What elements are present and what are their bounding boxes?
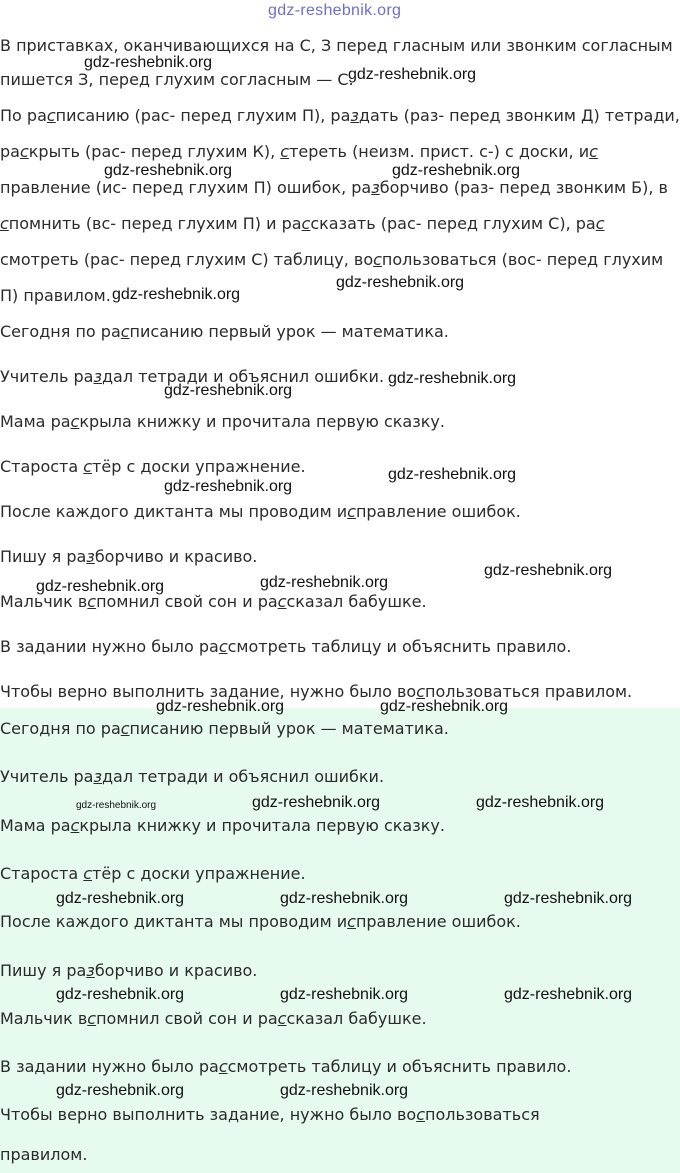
underlined-letter: с (595, 214, 605, 233)
underlined-letter: с (0, 214, 9, 233)
underlined-letter: з (93, 767, 102, 786)
answer-sentence (0, 961, 257, 981)
underlined-letter: с (70, 412, 80, 431)
text-segment: пользоваться правилом. (425, 682, 633, 701)
answer-sentence (0, 912, 521, 932)
text-segment: дал тетради и объяснил ошибки. (101, 367, 385, 386)
example-sentence (0, 322, 449, 342)
text-segment: Мама ра (0, 412, 71, 431)
text-segment: В задании нужно было ра (0, 637, 219, 656)
underlined-letter: с (70, 816, 80, 835)
answer-sentence (0, 816, 445, 836)
underlined-letter: с (416, 682, 426, 701)
text-segment: помнить (вс- перед глухим П) и ра (8, 214, 302, 233)
underlined-letter: з (93, 367, 102, 386)
watermark: gdz-reshebnik.org (36, 578, 165, 595)
text-segment: борчиво и красиво. (94, 961, 258, 980)
text-segment: правление ошибок. (355, 912, 521, 931)
watermark: gdz-reshebnik.org (56, 986, 185, 1003)
rule-line (0, 70, 354, 90)
text-segment: писанию (рас- перед глухим П), ра (55, 106, 351, 125)
underlined-letter: с (120, 719, 130, 738)
text-segment: Пишу я ра (0, 961, 87, 980)
text-segment: дал тетради и объяснил ошибки. (101, 767, 385, 786)
text-segment: смотреть таблицу и объяснить правило. (227, 1057, 572, 1076)
answer-sentence (0, 864, 306, 884)
watermark: gdz-reshebnik.org (56, 1082, 185, 1099)
rule-line (0, 142, 598, 162)
text-segment: Мама ра (0, 816, 71, 835)
rule-line (0, 178, 668, 198)
watermark: gdz-reshebnik.org (280, 890, 409, 907)
watermark: gdz-reshebnik.org (156, 698, 285, 715)
text-segment: По ра (0, 106, 47, 125)
text-segment: Пишу я ра (0, 547, 87, 566)
underlined-letter: с (277, 1009, 287, 1028)
watermark: gdz-reshebnik.org (112, 286, 241, 303)
header-watermark: gdz-reshebnik.org (268, 2, 402, 19)
rule-line (0, 286, 111, 306)
watermark: gdz-reshebnik.org (164, 382, 293, 399)
underlined-letter: з (350, 106, 359, 125)
underlined-letter: с (120, 322, 130, 341)
text-segment: Мальчик в (0, 592, 88, 611)
underlined-letter: с (87, 1009, 97, 1028)
text-segment: Сегодня по ра (0, 322, 121, 341)
underlined-letter: с (589, 142, 598, 161)
text-segment: сказать (рас- перед глухим С), ра (310, 214, 596, 233)
text-segment: помнил свой сон и ра (96, 592, 278, 611)
text-segment: Учитель ра (0, 367, 94, 386)
rule-line (0, 36, 673, 56)
watermark: gdz-reshebnik.org (484, 562, 613, 579)
watermark: gdz-reshebnik.org (76, 800, 157, 811)
text-segment: П) правилом. (0, 286, 111, 305)
watermark: gdz-reshebnik.org (504, 986, 633, 1003)
text-segment: пишется З, перед глухим согласным — С. (0, 70, 354, 89)
underlined-letter: с (280, 142, 290, 161)
text-segment: Сегодня по ра (0, 719, 121, 738)
text-segment: смотреть таблицу и объяснить правило. (227, 637, 572, 656)
answer-sentence (0, 1057, 571, 1077)
text-segment: крыла книжку и прочитала первую сказку. (79, 412, 445, 431)
watermark: gdz-reshebnik.org (388, 370, 517, 387)
text-segment: пользоваться (вос- перед глухим (381, 250, 664, 269)
underlined-letter: с (373, 250, 382, 269)
text-segment: ра (0, 142, 20, 161)
underlined-letter: с (19, 142, 29, 161)
text-segment: крыть (рас- перед глухим К), (28, 142, 281, 161)
rule-line (0, 250, 663, 270)
example-sentence (0, 502, 521, 522)
text-segment: Староста (0, 457, 84, 476)
text-segment: писанию первый урок — математика. (129, 719, 449, 738)
watermark: gdz-reshebnik.org (392, 162, 521, 179)
answer-sentence (0, 767, 384, 787)
underlined-letter: с (416, 1105, 426, 1124)
watermark: gdz-reshebnik.org (280, 1082, 409, 1099)
text-segment: правление (ис- перед глухим П) ошибок, ра (0, 178, 372, 197)
text-segment: писанию первый урок — математика. (129, 322, 449, 341)
answer-sentence (0, 1145, 87, 1165)
text-segment: После каждого диктанта мы проводим и (0, 502, 348, 521)
watermark: gdz-reshebnik.org (84, 54, 213, 71)
answer-sentence (0, 719, 449, 739)
answer-sentence (0, 1105, 540, 1125)
text-segment: тереть (неизм. прист. с-) с доски, и (289, 142, 590, 161)
text-segment: сказал бабушке. (286, 592, 427, 611)
text-segment: борчиво (раз- перед звонким Б), в (379, 178, 668, 197)
text-segment: Староста (0, 864, 84, 883)
watermark: gdz-reshebnik.org (504, 890, 633, 907)
watermark: gdz-reshebnik.org (252, 794, 381, 811)
text-segment: В задании нужно было ра (0, 1057, 219, 1076)
rule-line (0, 106, 680, 126)
underlined-letter: с (347, 502, 356, 521)
answer-sentence (0, 1009, 427, 1029)
text-segment: Чтобы верно выполнить задание, нужно было во (0, 682, 417, 701)
text-segment: борчиво и красиво. (94, 547, 258, 566)
text-segment: тёр с доски упражнение. (92, 864, 306, 883)
underlined-letter: с (347, 912, 356, 931)
text-segment: тёр с доски упражнение. (92, 457, 306, 476)
text-segment: Учитель ра (0, 767, 94, 786)
watermark: gdz-reshebnik.org (104, 162, 233, 179)
text-segment: пользоваться (425, 1105, 540, 1124)
watermark: gdz-reshebnik.org (380, 698, 509, 715)
watermark: gdz-reshebnik.org (336, 274, 465, 291)
text-segment: помнил свой сон и ра (96, 1009, 278, 1028)
underlined-letter: з (86, 547, 95, 566)
example-sentence (0, 457, 306, 477)
text-segment: Мальчик в (0, 1009, 88, 1028)
underlined-letter: с (83, 864, 93, 883)
watermark: gdz-reshebnik.org (388, 466, 517, 483)
watermark: gdz-reshebnik.org (260, 574, 389, 591)
watermark: gdz-reshebnik.org (56, 890, 185, 907)
underlined-letter: с (218, 637, 228, 656)
watermark: gdz-reshebnik.org (164, 478, 293, 495)
watermark: gdz-reshebnik.org (348, 66, 477, 83)
text-segment: После каждого диктанта мы проводим и (0, 912, 348, 931)
watermark: gdz-reshebnik.org (476, 794, 605, 811)
underlined-letter: с (46, 106, 56, 125)
underlined-letter: с (83, 457, 93, 476)
text-segment: Чтобы верно выполнить задание, нужно было во (0, 1105, 417, 1124)
text-segment: правление ошибок. (355, 502, 521, 521)
example-sentence (0, 682, 632, 702)
rule-line (0, 214, 605, 234)
watermark: gdz-reshebnik.org (280, 986, 409, 1003)
underlined-letter: с (277, 592, 287, 611)
text-segment: правилом. (0, 1145, 88, 1164)
text-segment: смотреть (рас- перед глухим С) таблицу, во (0, 250, 374, 269)
text-segment: сказал бабушке. (286, 1009, 427, 1028)
underlined-letter: с (301, 214, 311, 233)
example-sentence (0, 547, 257, 567)
text-segment: крыла книжку и прочитала первую сказку. (79, 816, 445, 835)
example-sentence (0, 412, 445, 432)
underlined-letter: с (218, 1057, 228, 1076)
text-segment: дать (раз- перед звонким Д) тетради, (358, 106, 680, 125)
underlined-letter: з (371, 178, 380, 197)
example-sentence (0, 637, 571, 657)
text-segment: В приставках, оканчивающихся на С, З перед гласным или звонким согласным (0, 36, 673, 55)
underlined-letter: з (86, 961, 95, 980)
underlined-letter: с (87, 592, 97, 611)
